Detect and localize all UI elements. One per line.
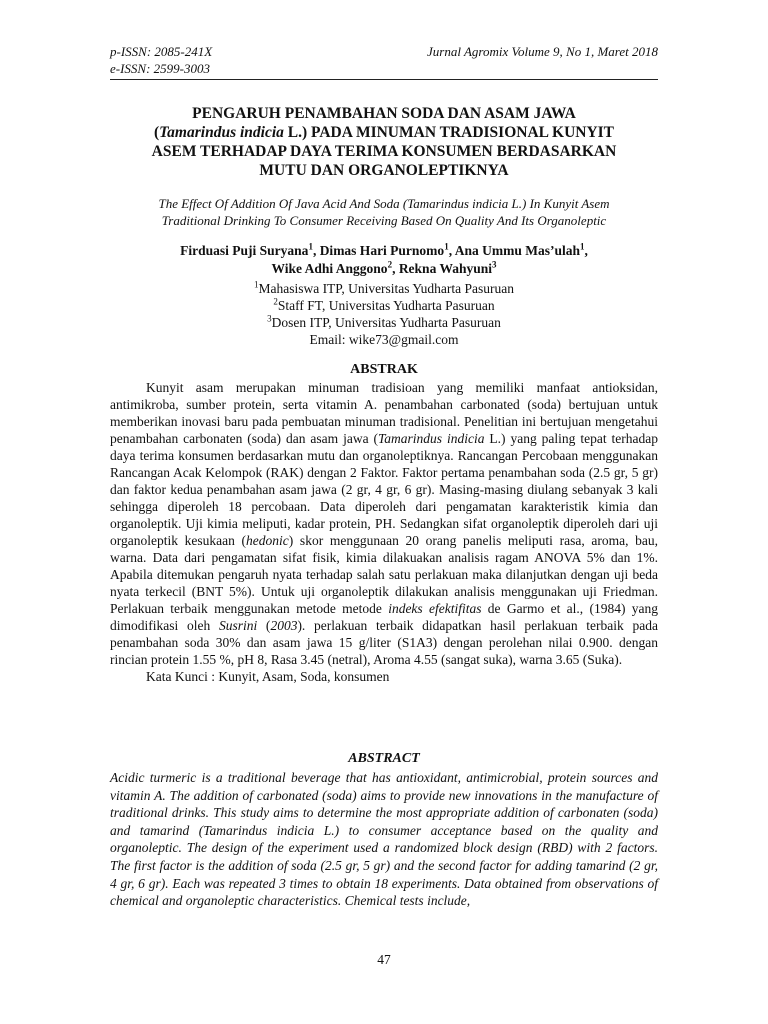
header-rule: [110, 79, 658, 80]
abstract-paragraph: Acidic turmeric is a traditional beverage that has antioxidant, antimicrobial, protein sources and vitamin A. The addition of carbonated (soda) aims to provide new innovations in the manufacture of traditional drinks. This study aims to determine the most appropriate addition of carbonaten (soda) and tamarind (Tamarindus indicia L.) to consumer acceptance based on the quality and organoleptic. The design of the experiment used a randomized block design (RBD) with 2 factors. The first factor is the addition of soda (2.5 gr, 5 gr) and the second factor for adding tamarind (2 gr, 4 gr, 6 gr). Each was repeated 3 times to obtain 18 experiments. Data obtained from observations of chemical and organoleptic characteristics. Chemical tests include,: [110, 770, 658, 909]
author-2: Dimas Hari Purnomo: [319, 243, 445, 258]
author-3: Ana Ummu Mas’ulah: [454, 243, 580, 258]
running-header: [110, 43, 658, 77]
page-number: 47: [377, 952, 391, 967]
keywords: Kata Kunci : Kunyit, Asam, Soda, konsumen: [146, 669, 390, 684]
author-1: Firduasi Puji Suryana: [180, 243, 309, 258]
english-title: The Effect Of Addition Of Java Acid And Soda (Tamarindus indicia L.) In Kunyit Asem Traditional Drinking To Consumer Receiving Based On Quality And Its Organoleptic: [158, 196, 610, 228]
email: Email: wike73@gmail.com: [309, 332, 459, 347]
affiliations: [110, 280, 658, 348]
abstract-heading: ABSTRACT: [348, 751, 420, 766]
affiliation-1: $^1$Mahasiswa ITP, Universitas Yudharta Pasuruan: [253, 279, 515, 296]
author-list: Firduasi Puji Suryana$^1$, Dimas Hari Purnomo$^1$, Ana Ummu Mas’ulah$^1$, Wike Adhi Anggono$^2$, Rekna Wahyuni$^3$: [180, 241, 588, 276]
paper-title: [110, 104, 658, 180]
species-name: Tamarindus indicia: [159, 124, 284, 141]
affiliation-3: $^3$Dosen ITP, Universitas Yudharta Pasuruan: [267, 313, 501, 330]
journal-info: Jurnal Agromix Volume 9, No 1, Maret 2018: [427, 44, 658, 59]
abstrak-body: [110, 379, 658, 685]
title-line-1: PENGARUH PENAMBAHAN SODA DAN ASAM JAWA: [192, 105, 576, 122]
p-issn: p-ISSN: 2085-241X: [110, 44, 213, 59]
title-line-3: ASEM TERHADAP DAYA TERIMA KONSUMEN BERDASARKAN: [151, 143, 617, 160]
abstract-body: [110, 769, 658, 910]
e-issn: e-ISSN: 2599-3003: [110, 61, 211, 76]
title-line-4: MUTU DAN ORGANOLEPTIKNYA: [259, 162, 509, 179]
title-line-2: (Tamarindus indicia L.) PADA MINUMAN TRADISIONAL KUNYIT: [153, 124, 615, 141]
abstrak-heading: ABSTRAK: [350, 362, 418, 377]
abstrak-paragraph: Kunyit asam merupakan minuman tradisioan yang memiliki manfaat antioksidan, antimikroba, sumber protein, serta vitamin A. penambahan carbonated (soda) bertujuan untuk memberikan inovasi baru pada pembuatan minuman tradisional. Penelitian ini bertujuan mengetahui penambahan carbonaten (soda) dan asam jawa (Tamarindus indicia L.) yang paling tepat terhadap daya terima konsumen berdasarkan mutu dan organoleptiknya. Rancangan Percobaan menggunakan Rancangan Acak Kelompok (RAK) dengan 2 Faktor. Faktor pertama penambahan soda (2.5 gr, 5 gr) dan faktor kedua penambahan asam jawa (2 gr, 4 gr, 6 gr). Masing-masing diulang sebanyak 3 kali sehingga diperoleh 18 percobaan. Data diperoleh dari pengamatan karakteristik kimia dan organoleptik. Uji kimia meliputi, kadar protein, PH. Sedangkan sifat organoleptik diperoleh dari uji organoleptik kesukaan (hedonic) skor menggunaan 20 orang panelis meliputi rasa, aroma, bau, warna. Data dari pengamatan sifat fisik, kimia dilakuakan analisis ragam ANOVA 5% dan 1%. Apabila ditemukan pengaruh nyata terhadap salah satu perlakuan maka dilanjutkan dengan uji beda nyata terkecil (BNT 5%). Untuk uji organoleptik dilakukan analisis menggunakan uji Friedman. Perlakuan terbaik menggunakan metode metode indeks efektifitas de Garmo et al., (1984) yang dimodifikasi oleh Susrini (2003). perlakuan terbaik didapatkan hasil perlakuan terbaik pada penambahan soda 30% dan asam jawa 15 g/liter (S1A3) dengan perolehan nilai 0.900. dengan rincian protein 1.55 %, pH 8, Rasa 3.45 (netral), Aroma 4.55 (sangat suka), warna 3.65 (Suka).: [110, 380, 658, 667]
affiliation-2: $^2$Staff FT, Universitas Yudharta Pasuruan: [273, 296, 495, 313]
author-4: Wike Adhi Anggono: [271, 261, 388, 276]
author-5: Rekna Wahyuni: [398, 261, 492, 276]
